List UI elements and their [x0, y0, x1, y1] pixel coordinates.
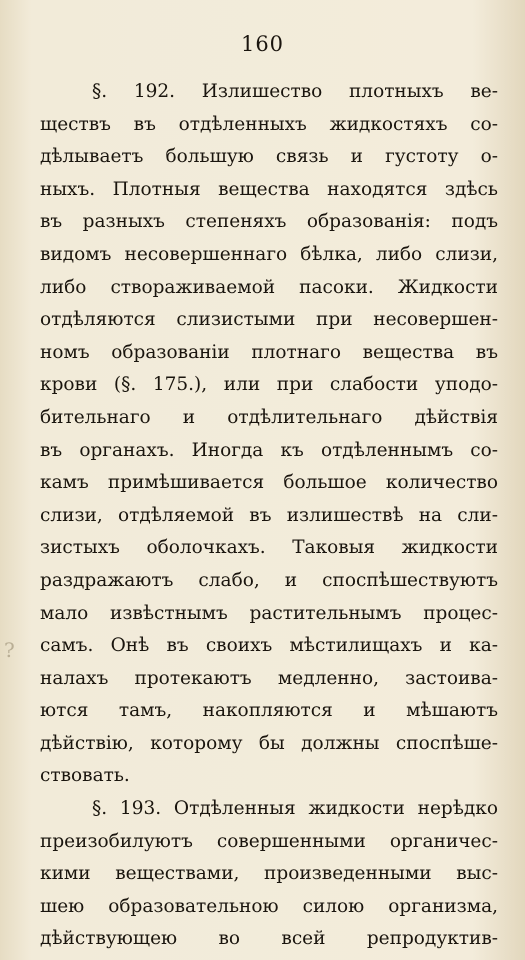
text-line: дѣлываетъ большую связь и густоту о- [40, 146, 498, 168]
text-line: кими веществами, произведенными выс- [40, 863, 498, 885]
text-line: либо створаживаемой пасоки. Жидкости [40, 276, 498, 298]
text-line: слизи, отдѣляемой въ излишествѣ на сли- [40, 504, 498, 526]
text-line: раздражаютъ слабо, и споспѣшествуютъ [40, 569, 498, 591]
paragraph-192 [40, 76, 498, 793]
text-line: въ разныхъ степеняхъ образованія: подъ [40, 211, 498, 233]
paragraph-193 [40, 793, 498, 956]
text-line: зистыхъ оболочкахъ. Таковыя жидкости [40, 537, 498, 559]
text-line: ствовать. [40, 765, 130, 787]
text-line: преизобилуютъ совершенными органичес- [40, 830, 498, 852]
text-line: шею образовательною силою организма, [40, 895, 498, 917]
margin-mark: ? [4, 638, 15, 662]
text-line: отдѣляются слизистыми при несовершен- [40, 309, 498, 331]
text-line: видомъ несовершеннаго бѣлка, либо слизи, [40, 243, 498, 265]
text-line: дѣйствующею во всей репродуктив- [40, 928, 498, 950]
text-line: ныхъ. Плотныя вещества находятся здѣсь [40, 178, 498, 200]
text-line: номъ образованіи плотнаго вещества въ [40, 341, 498, 363]
text-line: §. 193. Отдѣленныя жидкости нерѣдко [92, 798, 498, 820]
text-line: крови (§. 175.), или при слабости уподо- [40, 374, 498, 396]
text-line: самъ. Онѣ въ своихъ мѣстилищахъ и ка- [40, 635, 498, 657]
text-line: въ органахъ. Иногда къ отдѣленнымъ со- [40, 439, 498, 461]
text-line: ществъ въ отдѣленныхъ жидкостяхъ со- [40, 113, 498, 135]
page-number: 160 [240, 32, 285, 56]
text-line: мало извѣстнымъ растительнымъ процес- [40, 602, 498, 624]
text-line: налахъ протекаютъ медленно, застоива- [40, 667, 498, 689]
text-line: камъ примѣшивается большое количество [40, 472, 498, 494]
text-line: дѣйствію, которому бы должны споспѣше- [40, 732, 498, 754]
body-text [40, 76, 498, 956]
text-line: бительнаго и отдѣлительнаго дѣйствія [40, 406, 498, 428]
text-line: §. 192. Излишество плотныхъ ве- [92, 81, 498, 102]
text-line: ются тамъ, накопляются и мѣшаютъ [40, 700, 498, 722]
